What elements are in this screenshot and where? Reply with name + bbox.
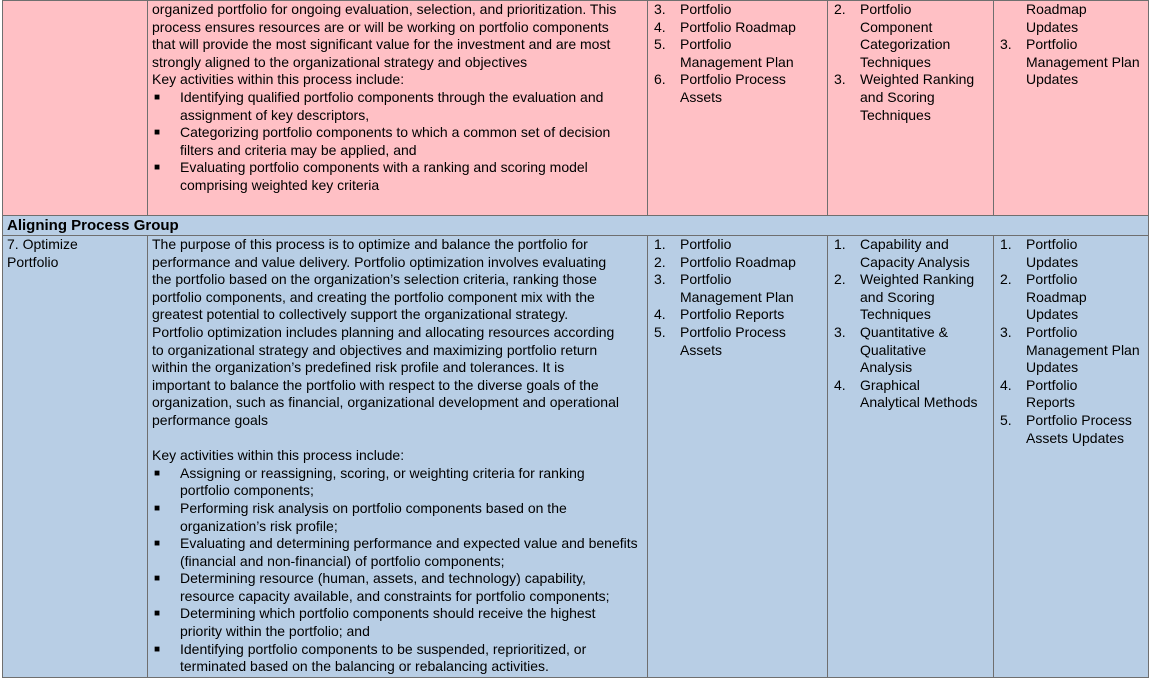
item-text: Portfolio [1026, 36, 1078, 53]
item-text: Portfolio Process [680, 71, 786, 88]
item-text: Portfolio Roadmap [680, 18, 796, 35]
row-develop [3, 1, 1149, 216]
bullet-list [152, 89, 643, 195]
numbered-list [652, 1, 823, 107]
item-number: 3. [654, 1, 666, 17]
bullet-list [152, 465, 643, 676]
numbered-list [832, 236, 989, 412]
description-line: that will provide the most significant value for the investment and are most [152, 36, 611, 53]
bullet-text: Determining which portfolio components should receive the highest [180, 605, 596, 622]
item-text: Management Plan [680, 53, 794, 70]
bullet-text: terminated based on the balancing or rebalancing activities. [180, 658, 549, 675]
item-number: 1. [654, 236, 666, 252]
numbered-list [998, 236, 1144, 447]
list-item [998, 377, 1144, 412]
bullet-text: Identifying qualified portfolio components through the evaluation and [180, 88, 604, 105]
item-text: Qualitative [860, 341, 927, 358]
outputs-cell [994, 236, 1149, 678]
list-item [652, 19, 823, 37]
bullet-icon: ■ [154, 127, 161, 139]
bullet-icon: ■ [154, 467, 161, 479]
item-number: 3. [654, 271, 666, 288]
list-item [832, 1, 989, 71]
bullet-item [152, 124, 643, 159]
tools-cell [828, 236, 994, 678]
list-item [998, 412, 1144, 447]
item-text: Portfolio [1026, 376, 1078, 393]
description-line: portfolio components, and creating the portfolio component mix with the [152, 288, 595, 305]
item-text: Portfolio [860, 1, 912, 17]
item-text: Portfolio [1026, 236, 1078, 252]
item-text: Techniques [860, 53, 931, 70]
item-text: Analytical Methods [860, 394, 978, 411]
item-text: Portfolio Roadmap [680, 253, 796, 270]
bullet-item [152, 465, 643, 500]
item-text: Roadmap [1026, 1, 1087, 17]
bullet-text: (financial and non-financial) of portfolio components; [180, 552, 505, 569]
numbered-list [652, 236, 823, 359]
item-text: Portfolio Process [680, 323, 786, 340]
description-line: Portfolio optimization includes planning and allocating resources according [152, 323, 615, 340]
item-number: 6. [654, 71, 666, 88]
bullet-text: Assigning or reassigning, scoring, or weighting criteria for ranking [180, 464, 585, 481]
item-number: 4. [654, 18, 666, 35]
description-line: performance goals [152, 411, 268, 428]
item-number: 4. [1000, 376, 1012, 393]
list-item [652, 306, 823, 324]
bullet-text: priority within the portfolio; and [180, 623, 370, 640]
list-item [998, 1, 1144, 36]
item-number: 5. [1000, 411, 1012, 428]
group-header: Aligning Process Group [3, 216, 1149, 236]
item-text: Roadmap [1026, 288, 1087, 305]
list-item [998, 324, 1144, 377]
description-line: the portfolio based on the organization’s selection criteria, ranking those [152, 271, 597, 288]
bullet-icon: ■ [154, 91, 161, 103]
item-number: 3. [1000, 36, 1012, 53]
bullet-icon: ■ [154, 502, 161, 514]
item-number: 2. [834, 1, 846, 17]
item-text: Quantitative & [860, 323, 948, 340]
bullet-item [152, 159, 643, 194]
list-item [832, 71, 989, 124]
list-item [652, 254, 823, 272]
process-name-cell [3, 1, 148, 216]
description-line: within the organization’s predefined risk profile and tolerances. It is [152, 359, 565, 376]
outputs-cell [994, 1, 1149, 216]
item-text: Analysis [860, 359, 913, 376]
item-text: Updates [1026, 18, 1079, 35]
item-text: Capability and [860, 236, 949, 252]
bullet-icon: ■ [154, 643, 161, 655]
item-text: Reports [1026, 394, 1076, 411]
item-text: Capacity Analysis [860, 253, 970, 270]
item-number: 1. [834, 236, 846, 252]
item-text: Updates [1026, 71, 1079, 88]
item-number: 4. [654, 306, 666, 323]
row-optimize [3, 236, 1149, 678]
bullet-item [152, 535, 643, 570]
list-item [652, 36, 823, 71]
item-text: Assets Updates [1026, 429, 1125, 446]
item-number: 4. [834, 376, 846, 393]
item-text: Management Plan [680, 288, 794, 305]
item-text: Techniques [860, 106, 931, 123]
bullet-icon: ■ [154, 162, 161, 174]
numbered-list [998, 1, 1144, 89]
description-cell [148, 236, 648, 678]
item-text: Categorization [860, 36, 951, 53]
bullet-icon: ■ [154, 608, 161, 620]
bullet-text: Evaluating and determining performance and expected value and benefits [180, 535, 638, 552]
description-line: process ensures resources are or will be working on portfolio components [152, 18, 609, 35]
paragraph-gap [152, 430, 643, 448]
item-text: and Scoring [860, 288, 935, 305]
bullet-text: comprising weighted key criteria [180, 176, 380, 193]
item-text: Assets [680, 341, 723, 358]
description-line: organized portfolio for ongoing evaluation, selection, and prioritization. This [152, 1, 617, 17]
list-item [652, 71, 823, 106]
bullet-icon: ■ [154, 573, 161, 585]
bullet-text: resource capacity available, and constraints for portfolio components; [180, 587, 610, 604]
list-item [652, 324, 823, 359]
bullet-item [152, 641, 643, 676]
description-cell [148, 1, 648, 216]
description-line: organization, such as financial, organizational development and operational [152, 394, 619, 411]
item-number: 2. [834, 271, 846, 288]
description-line: important to balance the portfolio with respect to the diverse goals of the [152, 376, 599, 393]
item-number: 3. [834, 323, 846, 340]
list-item [652, 236, 823, 254]
bullet-text: Evaluating portfolio components with a ranking and scoring model [180, 159, 588, 176]
process-name-line: Portfolio [7, 253, 59, 270]
process-name-cell [3, 236, 148, 678]
bullet-item [152, 605, 643, 640]
item-text: Techniques [860, 306, 931, 323]
numbered-list [832, 1, 989, 124]
item-text: and Scoring [860, 88, 935, 105]
item-text: Portfolio [680, 271, 732, 288]
process-name-line: 7. Optimize [7, 236, 78, 252]
description-line: performance and value delivery. Portfolio optimization involves evaluating [152, 253, 607, 270]
process-table [2, 0, 1149, 678]
item-number: 5. [654, 36, 666, 53]
item-text: Component [860, 18, 933, 35]
bullet-text: Categorizing portfolio components to which a common set of decision [180, 124, 611, 141]
tools-cell [828, 1, 994, 216]
list-item [832, 377, 989, 412]
description-line: Key activities within this process include: [152, 71, 405, 88]
bullet-text: assignment of key descriptors, [180, 106, 370, 123]
item-number: 2. [1000, 271, 1012, 288]
item-text: Weighted Ranking [860, 271, 975, 288]
item-text: Updates [1026, 306, 1079, 323]
bullet-text: Performing risk analysis on portfolio components based on the [180, 499, 567, 516]
group-header-row [3, 216, 1149, 236]
item-text: Portfolio [680, 1, 732, 17]
bullet-item [152, 89, 643, 124]
bullet-item [152, 570, 643, 605]
item-text: Weighted Ranking [860, 71, 975, 88]
bullet-text: Identifying portfolio components to be suspended, reprioritized, or [180, 640, 587, 657]
item-text: Assets [680, 88, 723, 105]
item-text: Portfolio [1026, 323, 1078, 340]
item-text: Portfolio [680, 36, 732, 53]
bullet-text: portfolio components; [180, 482, 314, 499]
description-line: The purpose of this process is to optimize and balance the portfolio for [152, 236, 588, 252]
item-text: Updates [1026, 359, 1079, 376]
list-item [832, 271, 989, 324]
list-item [998, 236, 1144, 271]
item-number: 3. [834, 71, 846, 88]
list-item [652, 1, 823, 19]
item-number: 3. [1000, 323, 1012, 340]
list-item [832, 236, 989, 271]
list-item [652, 271, 823, 306]
bullet-text: Determining resource (human, assets, and technology) capability, [180, 570, 586, 587]
bullet-text: filters and criteria may be applied, and [180, 141, 417, 158]
bullet-text: organization’s risk profile; [180, 517, 338, 534]
inputs-cell [648, 236, 828, 678]
item-text: Portfolio [1026, 271, 1078, 288]
item-text: Portfolio Reports [680, 306, 785, 323]
bullet-icon: ■ [154, 538, 161, 550]
list-item [998, 271, 1144, 324]
item-text: Management Plan [1026, 341, 1140, 358]
item-text: Portfolio Process [1026, 411, 1132, 428]
item-number: 1. [1000, 236, 1012, 252]
item-number: 5. [654, 323, 666, 340]
inputs-cell [648, 1, 828, 216]
item-text: Portfolio [680, 236, 732, 252]
key-activities-intro: Key activities within this process include: [152, 447, 405, 464]
list-item [998, 36, 1144, 89]
item-text: Graphical [860, 376, 920, 393]
item-text: Updates [1026, 253, 1079, 270]
item-number: 2. [654, 253, 666, 270]
description-line: strongly aligned to the organizational strategy and objectives [152, 53, 528, 70]
description-line: to organizational strategy and objectives and maximizing portfolio return [152, 341, 598, 358]
item-text: Management Plan [1026, 53, 1140, 70]
bullet-item [152, 500, 643, 535]
description-line: greatest potential to collectively support the organizational strategy. [152, 306, 569, 323]
list-item [832, 324, 989, 377]
